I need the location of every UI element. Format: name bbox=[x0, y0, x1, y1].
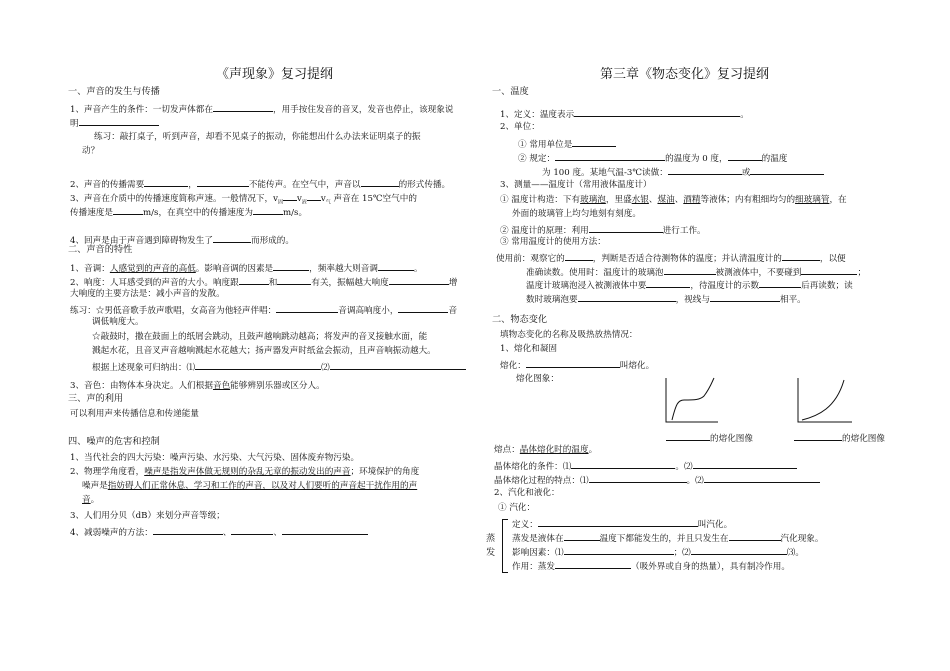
text-line: 3、音色：由物体本身决定。人们根据音色能够辨别乐器或区分人。 bbox=[70, 381, 325, 391]
text-line: ③ 常用温度计的使用方法： bbox=[500, 237, 606, 247]
exercise-line: 动？ bbox=[82, 146, 100, 156]
blank bbox=[729, 530, 781, 541]
evaporation-brace bbox=[502, 519, 508, 573]
blank bbox=[794, 430, 842, 441]
text-line: 3、声音在介质中的传播速度简称声速。一般情况下，$v_固$ $v_液$ $v_气$ 声音在 15℃空气中的 bbox=[70, 190, 417, 209]
blank bbox=[589, 472, 687, 483]
text-line: 噪声是指妨碍人们正常休息、学习和工作的声音，以及对人们要听的声音起干扰作用的声 bbox=[82, 481, 418, 491]
text-line: 2、汽化和液化： bbox=[494, 488, 560, 498]
text-line: 为 100 度。某地气温-3℃读做： 或 bbox=[542, 164, 824, 179]
left-title: 《声现象》复习提纲 bbox=[216, 67, 334, 82]
blank bbox=[239, 274, 269, 285]
text-line: 定义： 叫汽化。 bbox=[512, 516, 732, 531]
text-line: 外面的玻璃管上均匀地刻有刻度。 bbox=[512, 209, 641, 219]
blank bbox=[197, 176, 249, 187]
text-line: 4、减弱噪声的方法： 、 、 bbox=[70, 524, 368, 539]
text-line: 2、物理学角度看，噪声是指发声体做无规则的杂乱无章的振动发出的声音；环境保护的角度 bbox=[70, 467, 420, 477]
blank bbox=[153, 524, 223, 535]
blank bbox=[213, 232, 251, 243]
text-line: 2、响度：人耳感受到的声音的大小。响度跟 和 有关，振幅越大响度 增 bbox=[70, 274, 457, 289]
exercise-line: 溅起水花，且音叉声音越响溅起水花越大；扬声器发声时纸盆会振动，且声音响振动越大。 bbox=[92, 346, 436, 356]
evaporation-label: 蒸 bbox=[486, 533, 496, 544]
text-line: 传播速度是 m/s，在真空中的传播速度为 m/s。 bbox=[70, 204, 307, 219]
blank bbox=[231, 524, 273, 535]
text-line: ① 汽化： bbox=[498, 503, 536, 513]
text-line: ② 规定： 的温度为 0 度， 的温度 bbox=[518, 150, 787, 165]
section-heading: 二、声音的特性 bbox=[68, 244, 133, 255]
text-line: 熔点：晶体熔化时的温度。 bbox=[494, 445, 598, 455]
exercise-line: 调低响度大。 bbox=[92, 317, 144, 327]
graph-axes bbox=[798, 378, 852, 422]
text-line: 填物态变化的名称及吸热放热情况： bbox=[500, 330, 638, 340]
blank bbox=[646, 277, 690, 288]
text-line: ② 温度计的原理：利用 进行工作。 bbox=[500, 222, 706, 237]
text-line: 1、当代社会的四大污染：噪声污染、水污染、大气污染、固体废弃物污染。 bbox=[70, 453, 360, 463]
text-line: 数时玻璃泡要 ，视线与 相平。 bbox=[526, 291, 806, 306]
text-line: 1、声音产生的条件：一切发声体都在 ，用手按住发音的音叉，发音也停止，该现象说 bbox=[70, 101, 453, 116]
right-title: 第三章《物态变化》复习提纲 bbox=[600, 67, 770, 82]
blank bbox=[113, 204, 143, 215]
blank bbox=[704, 472, 820, 483]
melting-graphs bbox=[660, 372, 890, 432]
blank bbox=[253, 204, 283, 215]
text-line: 作用：蒸发 （吸外界或自身的热量），具有制冷作用。 bbox=[512, 558, 790, 573]
text-line: 3、人们用分贝（dB）来划分声音等级； bbox=[70, 511, 225, 521]
section-heading: 一、声音的发生与传播 bbox=[68, 86, 160, 97]
blank bbox=[759, 277, 801, 288]
crystal-melting-graph bbox=[666, 378, 718, 422]
blank bbox=[538, 516, 698, 527]
text-line: 准确读数。使用时：温度计的玻璃泡 被测液体中，不要碰到 ； bbox=[526, 264, 866, 279]
blank bbox=[693, 458, 797, 469]
blank bbox=[555, 558, 631, 569]
amorphous-melting-graph bbox=[798, 378, 852, 422]
text-line: 熔化图象： bbox=[516, 374, 559, 384]
text-line: 4、回声是由于声音遇到障碍物发生了 而形成的。 bbox=[70, 232, 294, 247]
blank bbox=[273, 260, 309, 271]
blank bbox=[578, 291, 676, 302]
text-line: 熔化： 叫熔化。 bbox=[500, 357, 654, 372]
text-line: 2、单位： bbox=[500, 122, 540, 132]
left-column bbox=[62, 0, 477, 671]
text-line: 蒸发是液体在 温度下都能发生的，并且只发生在 汽化现象。 bbox=[512, 530, 823, 545]
section-heading: 三、声的利用 bbox=[68, 393, 124, 404]
text-line: 影响因素：⑴ ；⑵ ⑶。 bbox=[512, 544, 804, 559]
exercise-line: ☆敲鼓时，撒在鼓面上的纸屑会跳动，且鼓声越响跳动越高；将发声的音叉接触水面，能 bbox=[92, 332, 428, 342]
amorphous-curve bbox=[802, 380, 844, 420]
blank bbox=[213, 101, 273, 112]
text-line: 2、声音的传播需要 ， 不能传声。在空气中，声音以 的形式传播。 bbox=[70, 176, 450, 191]
text-line: ① 温度计构造：下有玻璃泡，里盛水银、煤油、酒精等液体；内有粗细均匀的细玻璃管，在 bbox=[500, 195, 847, 205]
evaporation-label: 发 bbox=[486, 547, 496, 558]
blank bbox=[277, 274, 311, 285]
blank bbox=[282, 524, 368, 535]
text-line: 可以利用声来传播信息和传递能量 bbox=[70, 409, 199, 419]
text-line: 晶体熔化过程的特点：⑴ 。⑵ bbox=[494, 472, 820, 487]
blank bbox=[378, 260, 414, 271]
section-heading: 四、噪声的危害和控制 bbox=[68, 436, 160, 447]
blank bbox=[728, 150, 762, 161]
section-heading: 一、温度 bbox=[492, 86, 529, 97]
section-heading: 二、物态变化 bbox=[492, 314, 548, 325]
blank bbox=[555, 150, 665, 161]
text-line: 音。 bbox=[82, 495, 100, 505]
text-line: 3、测量——温度计（常用液体温度计） bbox=[500, 180, 652, 190]
text-line: 大响度的主要方法是：减小声音的发散。 bbox=[70, 289, 225, 299]
blank bbox=[572, 136, 616, 147]
blank bbox=[571, 458, 675, 469]
blank bbox=[276, 302, 338, 313]
blank bbox=[526, 357, 620, 368]
blank bbox=[750, 164, 824, 175]
exercise-line: 根据上述现象可归纳出：⑴ ⑵ bbox=[92, 359, 466, 374]
blank bbox=[307, 190, 321, 201]
blank bbox=[801, 264, 857, 275]
right-column bbox=[486, 0, 900, 671]
blank bbox=[330, 359, 466, 370]
text-line: 明 bbox=[70, 115, 159, 130]
blank bbox=[668, 164, 742, 175]
blank bbox=[79, 115, 159, 126]
blank bbox=[564, 544, 674, 555]
blank bbox=[565, 250, 593, 261]
text-line: 1、熔化和凝固 bbox=[500, 344, 558, 354]
blank bbox=[195, 359, 321, 370]
text-line: 1、定义：温度表示 。 bbox=[500, 106, 749, 121]
graph-caption: 的熔化图像 bbox=[794, 430, 885, 445]
text-line: 使用前：观察它的 ，判断是否适合待测物体的温度；并认清温度计的 ，以便 bbox=[496, 250, 846, 265]
blank bbox=[782, 250, 820, 261]
blank bbox=[398, 302, 448, 313]
text-line: 温度计玻璃泡浸入被测液体中要 ，待温度计的示数 后再读数；读 bbox=[526, 277, 853, 292]
blank bbox=[666, 430, 710, 441]
blank bbox=[691, 544, 787, 555]
blank bbox=[574, 106, 740, 117]
blank bbox=[564, 530, 600, 541]
text-line: 晶体熔化的条件：⑴ 。⑵ bbox=[494, 458, 797, 473]
blank bbox=[283, 190, 297, 201]
blank bbox=[389, 274, 449, 285]
exercise-line: 练习：☆男低音歌手放声歌唱，女高音为他轻声伴唱： 音调高响度小， 音 bbox=[70, 302, 457, 317]
blank bbox=[144, 176, 188, 187]
blank bbox=[664, 264, 716, 275]
graph-caption: 的熔化图像 bbox=[666, 430, 753, 445]
crystal-curve bbox=[672, 378, 714, 420]
blank bbox=[361, 176, 399, 187]
text-line: ① 常用单位是 bbox=[518, 136, 616, 151]
blank bbox=[589, 222, 663, 233]
exercise-line: 练习：敲打桌子，听到声音，却看不见桌子的振动，你能想出什么办法来证明桌子的振 bbox=[94, 132, 421, 142]
text-line: 1、音调：人感觉到的声音的高低。影响音调的因素是 ，频率越大则音调 。 bbox=[70, 260, 423, 275]
blank bbox=[710, 291, 780, 302]
